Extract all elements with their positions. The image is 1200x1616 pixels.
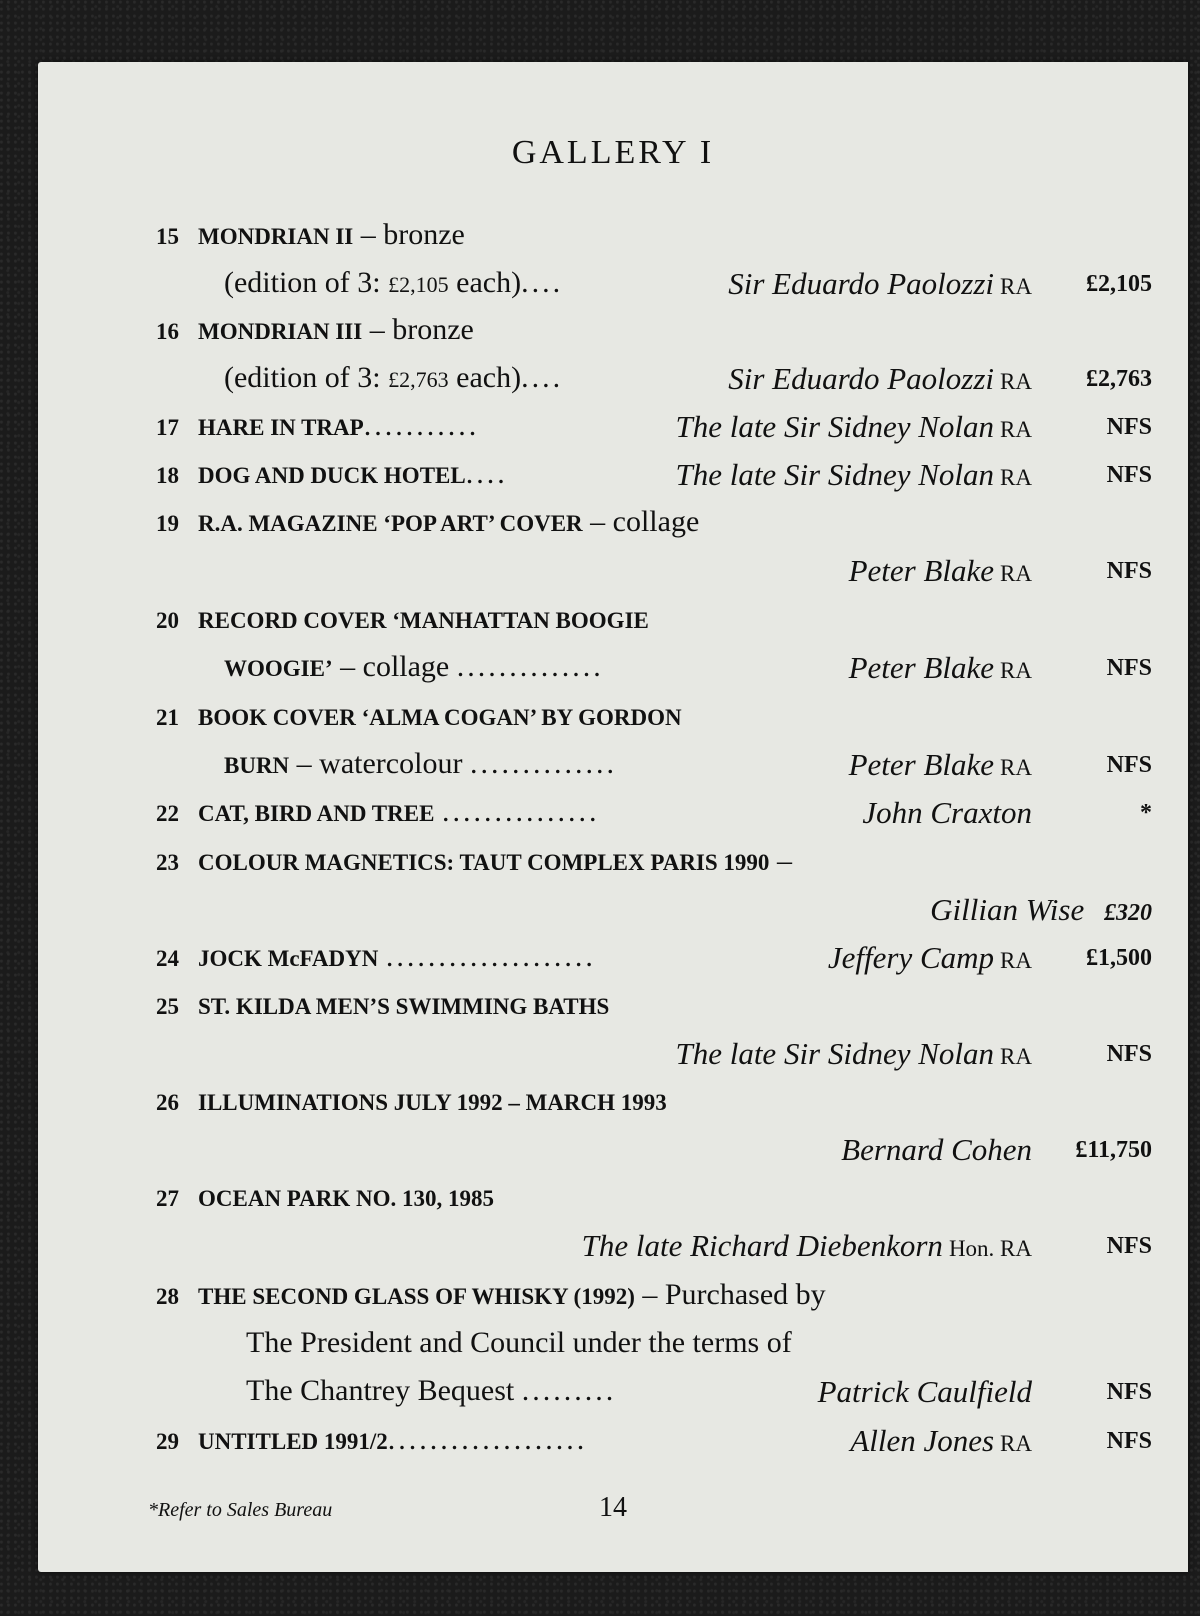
entry-title-cont: BURN: [224, 753, 290, 778]
entry-number: 26: [156, 1090, 179, 1115]
catalogue-entry-25: [156, 990, 1156, 1071]
catalogue-entry-27: [156, 1182, 1156, 1263]
entry-price: £320: [1104, 900, 1152, 926]
entry-number: 23: [156, 850, 179, 875]
entry-number: 24: [156, 946, 179, 971]
entry-title: BOOK COVER ‘ALMA COGAN’ BY GORDON: [198, 705, 682, 730]
ra-label: RA: [1000, 755, 1032, 780]
entry-title-cont: WOOGIE’: [224, 656, 333, 681]
entry-number: 16: [156, 319, 179, 344]
entry-artist: Sir Eduardo Paolozzi: [728, 266, 995, 301]
entry-price: NFS: [1106, 558, 1152, 584]
catalogue-entry-28: 28 THE SECOND GLASS OF WHISKY (1992) – Purchased by The President and Council under the terms of The Chantrey Bequest ......... Patrick Caulfield NFS: [156, 1278, 1152, 1409]
edition-text: (edition of 3:: [224, 266, 381, 299]
catalogue-entry-26: [156, 1086, 1156, 1167]
catalogue-entry-29: 29 UNTITLED 1991/2................... Allen Jones RA NFS: [156, 1423, 1152, 1458]
ra-label: RA: [1000, 369, 1032, 394]
entry-artist: Sir Eduardo Paolozzi: [728, 361, 995, 396]
entry-artist: Jeffery Camp: [827, 940, 995, 975]
entry-price: NFS: [1106, 1379, 1152, 1405]
entry-price: £1,500: [1086, 945, 1152, 971]
entry-title: ILLUMINATIONS JULY 1992 – MARCH 1993: [198, 1090, 667, 1115]
entry-medium: collage: [612, 505, 700, 538]
entry-price: NFS: [1106, 655, 1152, 681]
entry-number: 22: [156, 801, 179, 826]
entry-price: NFS: [1106, 462, 1152, 488]
entry-artist: Gillian Wise: [930, 892, 1085, 927]
entry-medium: collage: [362, 650, 450, 683]
entry-price: NFS: [1106, 1041, 1152, 1067]
entry-price: NFS: [1106, 1428, 1152, 1454]
entry-price: NFS: [1106, 752, 1152, 778]
entry-number: 28: [156, 1284, 179, 1309]
entry-number: 17: [156, 415, 179, 440]
catalogue-entry-19: 19 R.A. MAGAZINE ‘POP ART’ COVER – collage Peter Blake RA NFS: [156, 505, 1152, 588]
edition-text: (edition of 3:: [224, 361, 381, 394]
catalogue-entry-15: 15 MONDRIAN II – bronze (edition of 3: £2,105 each).... Sir Eduardo Paolozzi RA £2,105: [156, 218, 1152, 301]
entry-price: £11,750: [1075, 1137, 1152, 1163]
entry-title: OCEAN PARK NO. 130, 1985: [198, 1186, 495, 1211]
entry-price: *: [1140, 800, 1152, 826]
ra-label: RA: [1000, 1044, 1032, 1069]
catalogue-entry-21: 21 BOOK COVER ‘ALMA COGAN’ BY GORDON BURN – watercolour .............. Peter Blake RA NFS: [156, 705, 1152, 782]
edition-price: £2,105: [388, 272, 449, 297]
entry-title: CAT, BIRD AND TREE: [198, 801, 435, 826]
entry-artist: The late Sir Sidney Nolan: [675, 1036, 995, 1071]
entry-title: HARE IN TRAP: [198, 415, 364, 440]
page-title: GALLERY I: [511, 134, 715, 171]
edition-text-end: each): [456, 361, 522, 394]
catalogue-entry-16: 16 MONDRIAN III – bronze (edition of 3: £2,763 each).... Sir Eduardo Paolozzi RA £2,763: [156, 313, 1152, 396]
catalogue-entry-23: 23 COLOUR MAGNETICS: TAUT COMPLEX PARIS 1990 – Gillian Wise £320: [156, 844, 1152, 927]
entry-number: 25: [156, 994, 179, 1019]
entry-number: 27: [156, 1186, 179, 1211]
entry-artist: Peter Blake: [848, 650, 995, 685]
entry-title: MONDRIAN II: [198, 224, 354, 249]
entry-number: 21: [156, 705, 179, 730]
entry-artist: The late Sir Sidney Nolan: [675, 457, 995, 492]
entry-medium: bronze: [392, 313, 474, 346]
entry-note-line2: The President and Council under the terms of: [246, 1326, 792, 1359]
entry-artist: The late Richard Diebenkorn: [581, 1228, 943, 1263]
entry-price: NFS: [1106, 1233, 1152, 1259]
entry-title: DOG AND DUCK HOTEL: [198, 463, 466, 488]
entry-price: £2,763: [1086, 366, 1152, 392]
catalogue-page: [38, 62, 1188, 1572]
entry-artist: Peter Blake: [848, 747, 995, 782]
catalogue-entry-24: 24 JOCK McFADYN .................... Jeffery Camp RA £1,500: [156, 940, 1152, 975]
catalogue-entry-22: 22 CAT, BIRD AND TREE ............... John Craxton *: [156, 795, 1152, 830]
catalogue-entry-18: 18 DOG AND DUCK HOTEL.... The late Sir Sidney Nolan RA NFS: [156, 457, 1152, 492]
edition-price: £2,763: [388, 367, 449, 392]
hon-ra-label: Hon. RA: [948, 1236, 1032, 1261]
entry-medium: watercolour: [319, 747, 463, 780]
entry-title: RECORD COVER ‘MANHATTAN BOOGIE: [198, 608, 649, 633]
page-number: 14: [599, 1492, 627, 1523]
entry-number: 20: [156, 608, 179, 633]
ra-label: RA: [1000, 417, 1032, 442]
catalogue-entry-17: 17 HARE IN TRAP........... The late Sir Sidney Nolan RA NFS: [156, 409, 1152, 444]
entry-note-line3: The Chantrey Bequest: [246, 1374, 515, 1407]
entry-number: 19: [156, 511, 179, 536]
entry-title: THE SECOND GLASS OF WHISKY (1992): [198, 1284, 635, 1309]
entry-artist: Peter Blake: [848, 553, 995, 588]
edition-text-end: each): [456, 266, 522, 299]
entry-artist-right: [930, 894, 1152, 925]
ra-label: RA: [1000, 658, 1032, 683]
ra-label: RA: [1000, 1431, 1032, 1456]
entry-title: JOCK McFADYN: [198, 946, 379, 971]
catalogue-entry-20: 20 RECORD COVER ‘MANHATTAN BOOGIE WOOGIE’ – collage .............. Peter Blake RA NFS: [156, 608, 1152, 685]
entry-number: 29: [156, 1429, 179, 1454]
ra-label: RA: [1000, 561, 1032, 586]
ra-label: RA: [1000, 948, 1032, 973]
entry-number: 15: [156, 224, 179, 249]
footnote: *Refer to Sales Bureau: [148, 1499, 333, 1521]
entry-artist: Allen Jones: [850, 1423, 995, 1458]
entry-title: ST. KILDA MEN’S SWIMMING BATHS: [198, 994, 610, 1019]
entry-artist: John Craxton: [862, 795, 1032, 830]
entry-artist: Bernard Cohen: [841, 1132, 1032, 1167]
entry-price: £2,105: [1086, 271, 1152, 297]
entry-number: 18: [156, 463, 179, 488]
ra-label: RA: [1000, 465, 1032, 490]
entry-title: R.A. MAGAZINE ‘POP ART’ COVER: [198, 511, 583, 536]
entry-artist: Patrick Caulfield: [817, 1374, 1032, 1409]
entry-note: Purchased by: [664, 1278, 826, 1311]
entry-title: MONDRIAN III: [198, 319, 363, 344]
entry-artist: The late Sir Sidney Nolan: [675, 409, 995, 444]
entry-title: COLOUR MAGNETICS: TAUT COMPLEX PARIS 1990: [198, 850, 770, 875]
entry-title: UNTITLED 1991/2: [198, 1429, 388, 1454]
entry-price: NFS: [1106, 414, 1152, 440]
entry-medium: bronze: [383, 218, 465, 251]
ra-label: RA: [1000, 274, 1032, 299]
